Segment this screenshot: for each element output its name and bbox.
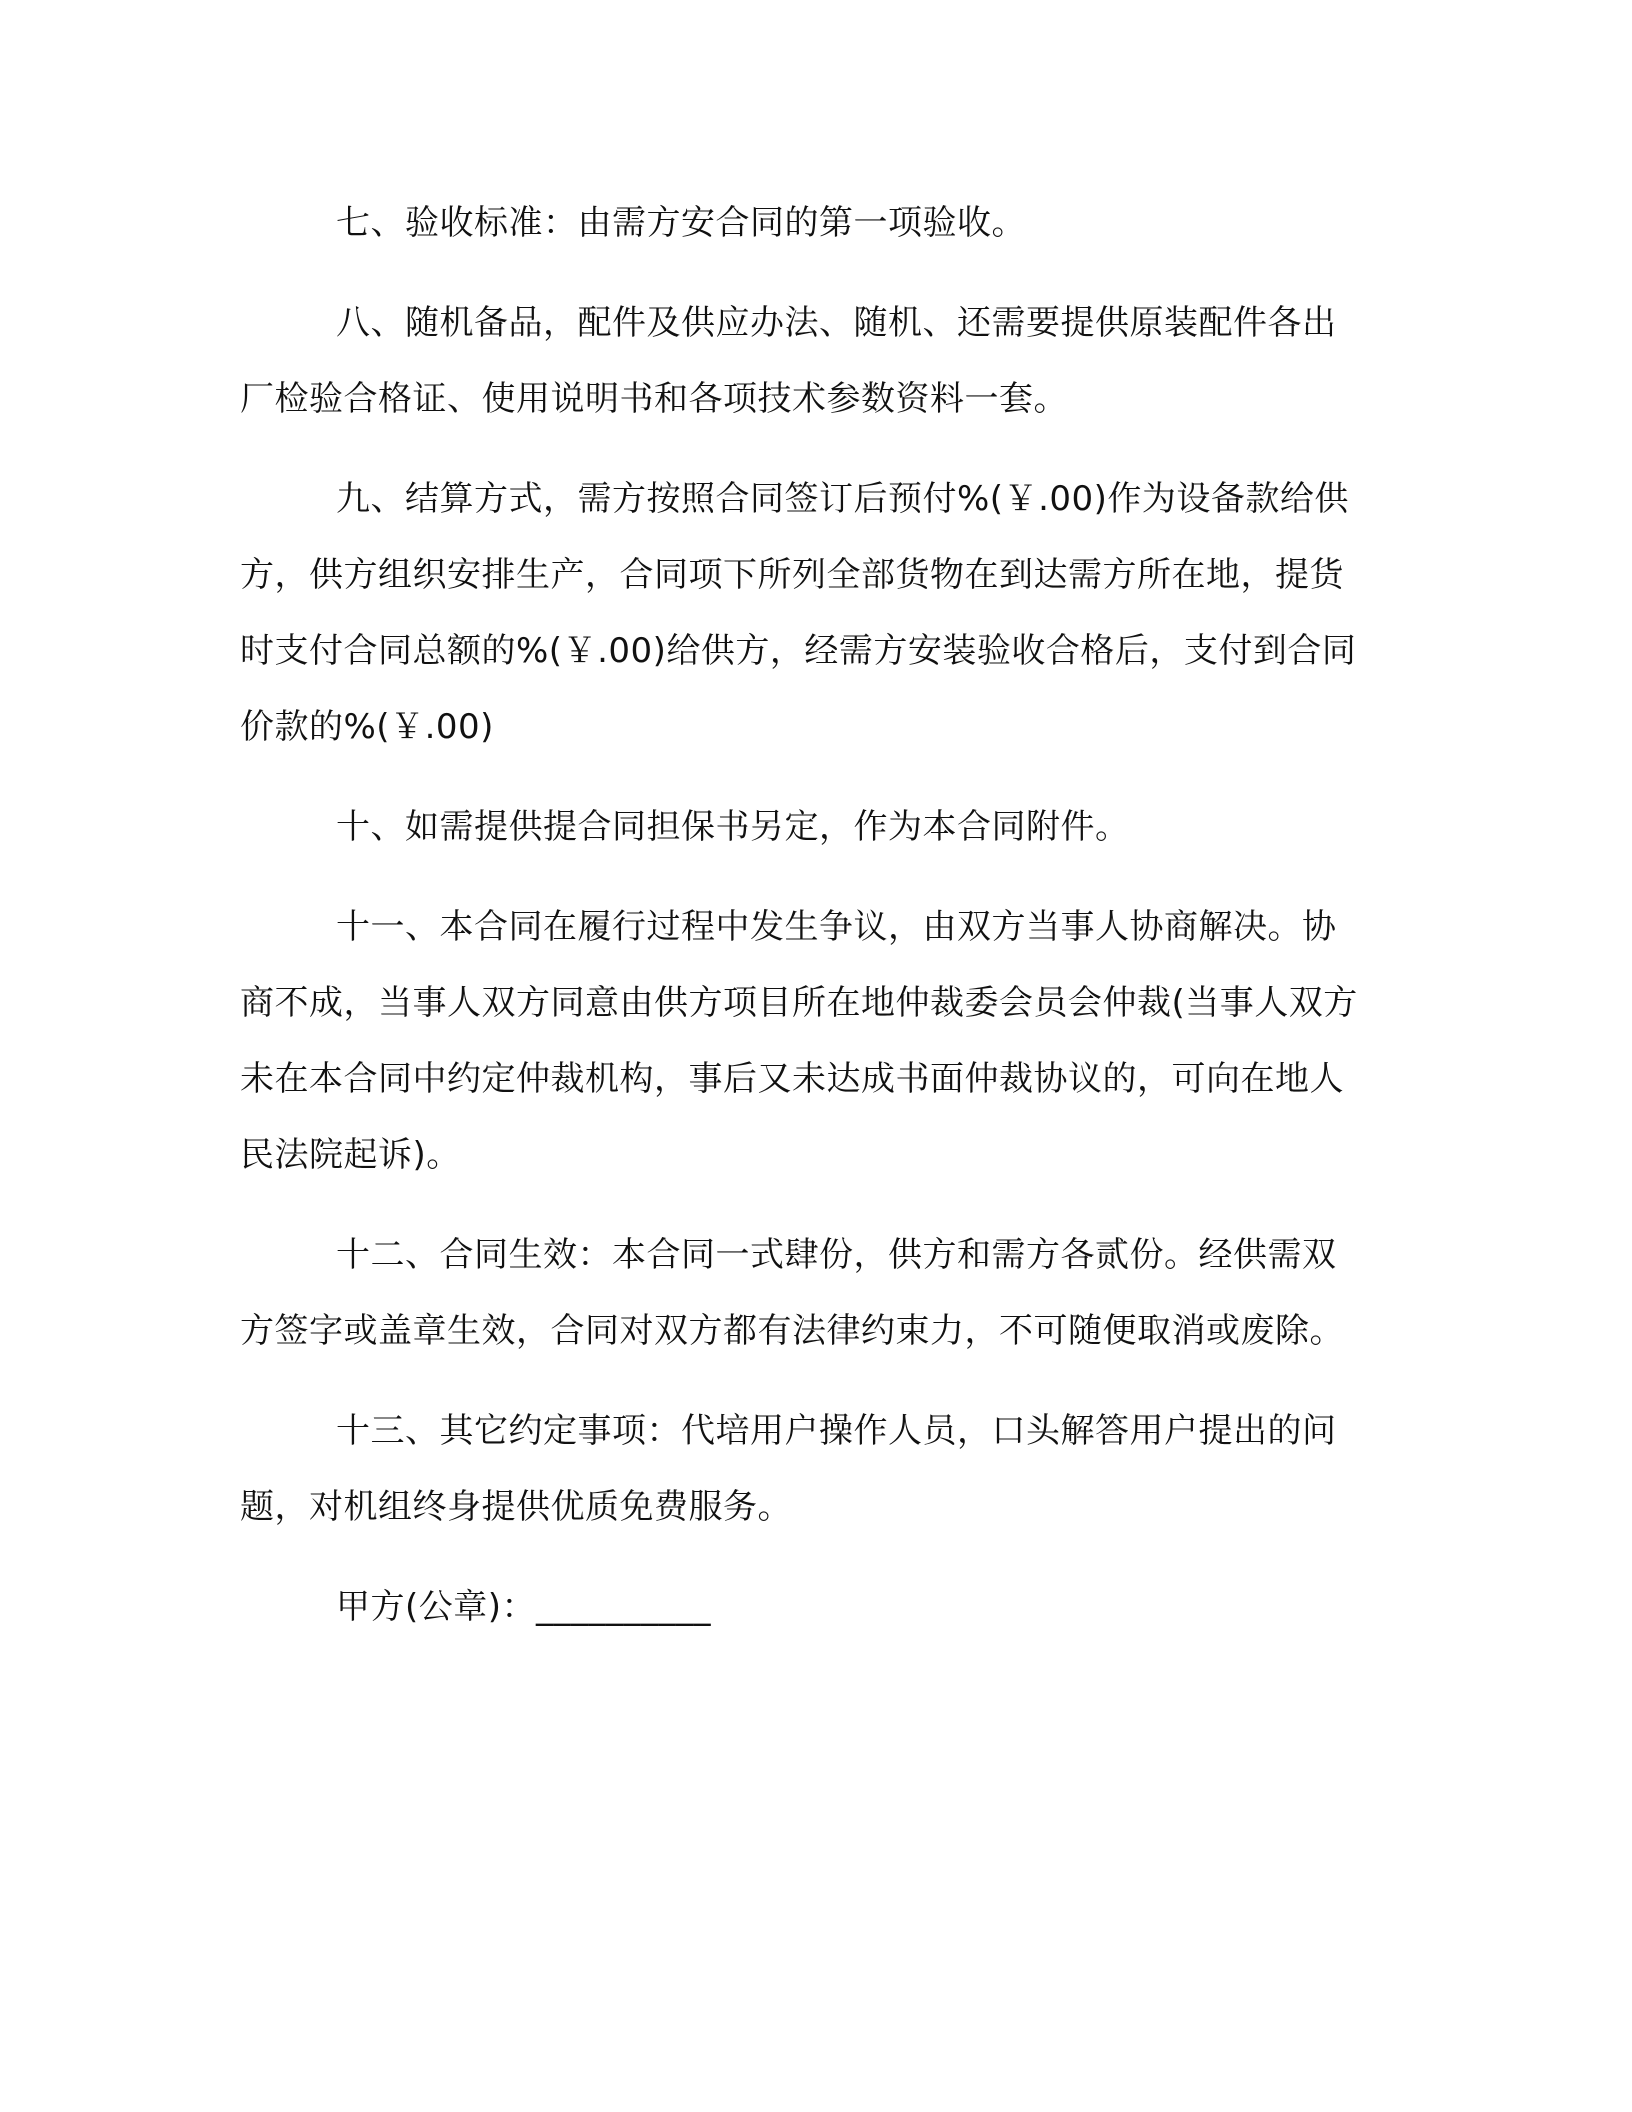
clause-9-settlement: 九、结算方式，需方按照合同签订后预付%(￥.00)作为设备款给供方，供方组织安排生产，合同项下所列全部货物在到达需方所在地，提货时支付合同总额的%(￥.00)给供方，经需方安装验收合格后，支付到合同价款的%(￥.00) (240, 479, 1357, 747)
clause-13-other-terms: 十三、其它约定事项：代培用户操作人员，口头解答用户提出的问题，对机组终身提供优质免费服务。 (240, 1411, 1337, 1527)
contract-body (240, 185, 1370, 1645)
signature-blank-line: __________ (536, 1587, 712, 1627)
clause-7-acceptance-standard: 七、验收标准：由需方安合同的第一项验收。 (336, 203, 1026, 243)
signature-label: 甲方(公章)： (336, 1587, 537, 1627)
clause-12-effectiveness: 十二、合同生效：本合同一式肆份，供方和需方各贰份。经供需双方签字或盖章生效，合同对双方都有法律约束力，不可随便取消或废除。 (240, 1235, 1344, 1351)
clause-10-guarantee: 十、如需提供提合同担保书另定，作为本合同附件。 (336, 807, 1130, 847)
clause-11-dispute: 十一、本合同在履行过程中发生争议，由双方当事人协商解决。协商不成，当事人双方同意由供方项目所在地仲裁委会员会仲裁(当事人双方未在本合同中约定仲裁机构，事后又未达成书面仲裁协议的，可向在地人民法院起诉)。 (240, 907, 1358, 1175)
party-a-signature (240, 1569, 1370, 1645)
clause-8-spare-parts: 八、随机备品，配件及供应办法、随机、还需要提供原装配件各出厂检验合格证、使用说明书和各项技术参数资料一套。 (240, 303, 1337, 419)
